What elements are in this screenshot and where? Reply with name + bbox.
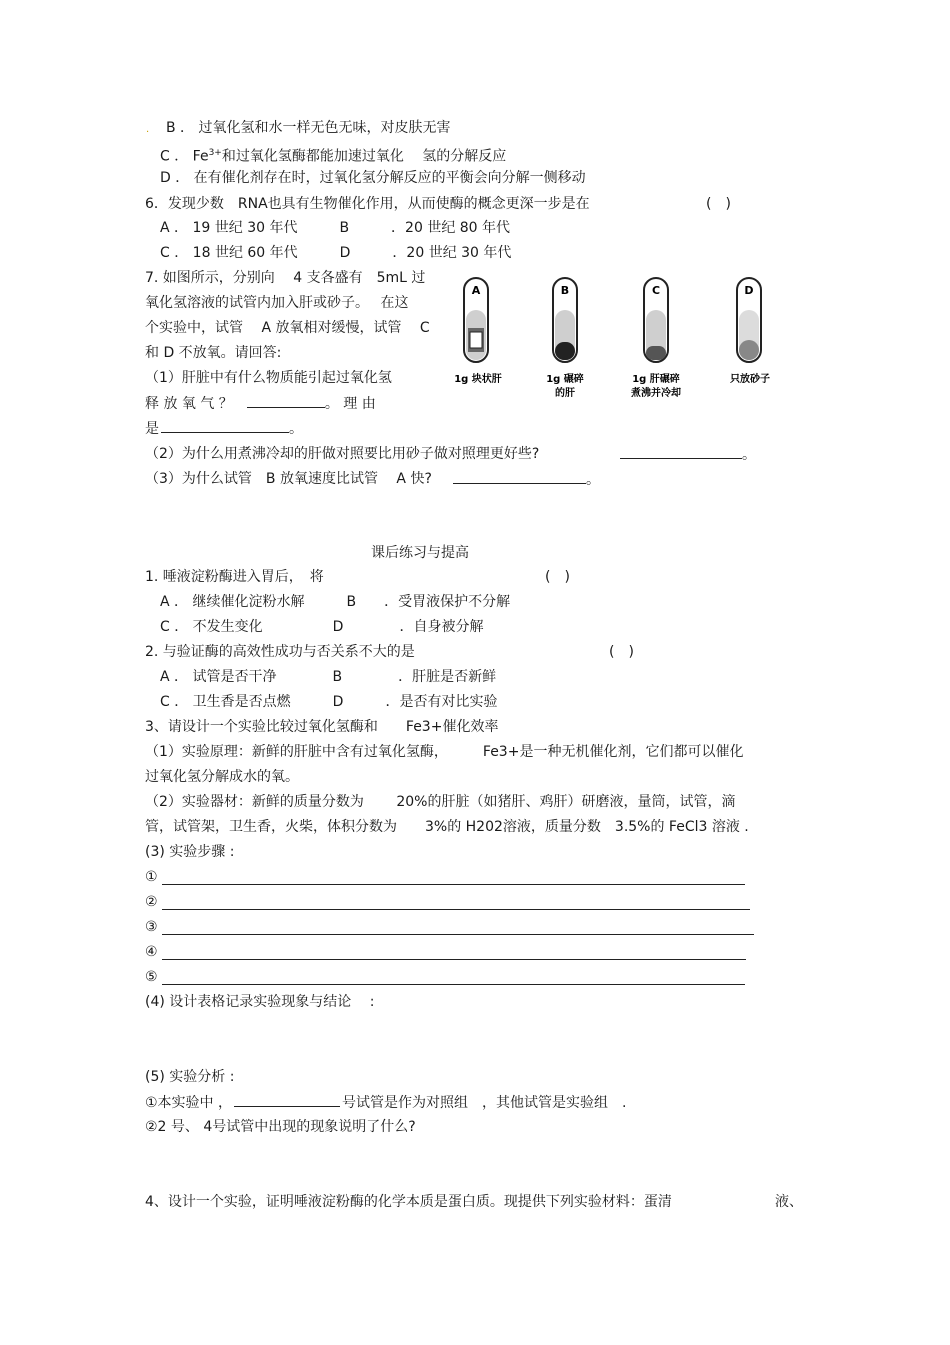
q7-stem-line1: 7. 如图所示，分别向 4 支各盛有 5mL 过 bbox=[145, 270, 426, 286]
e1-options-cd: C ． 不发生变化 D ．自身被分解 bbox=[160, 619, 484, 635]
test-tube-figure bbox=[450, 270, 790, 410]
answer-blank[interactable] bbox=[234, 1092, 340, 1107]
e3-materials-line2: 管，试管架，卫生香，火柴，体积分数为 3%的 H202溶液，质量分数 3.5%的 FeCl3 溶液 . bbox=[145, 819, 749, 835]
q5-option-b: B ． 过氧化氢和水一样无色无味，对皮肤无害 bbox=[166, 120, 451, 136]
q7-sub1-line3: 是 。 bbox=[145, 418, 303, 439]
q7-sub3-answer: 。 bbox=[453, 469, 600, 490]
e4-stem: 4、设计一个实验，证明唾液淀粉酶的化学本质是蛋白质。现提供下列实验材料：蛋清 bbox=[145, 1194, 672, 1210]
q6-answer-paren: ( ) bbox=[706, 196, 731, 212]
q6-options-cd: C ． 18 世纪 60 年代 D ．20 世纪 30 年代 bbox=[160, 245, 512, 261]
e3-steps-heading: (3) 实验步骤 : bbox=[145, 844, 235, 860]
step-1-answer-line[interactable] bbox=[162, 884, 745, 885]
q7-stem-line3: 个实验中，试管 A 放氧相对缓慢，试管 C bbox=[145, 320, 430, 336]
q7-stem-line4: 和 D 不放氧。请回答: bbox=[145, 345, 282, 361]
tube-a bbox=[454, 278, 502, 385]
tube-b-letter: B bbox=[560, 284, 570, 297]
mark-dot: . bbox=[146, 124, 150, 135]
tube-b bbox=[546, 278, 584, 399]
e3-table-heading: (4) 设计表格记录实验现象与结论 : bbox=[145, 994, 375, 1010]
step-5-answer-line[interactable] bbox=[162, 984, 745, 985]
tube-b-caption-2: 的肝 bbox=[555, 388, 575, 399]
q7-sub2-answer: 。 bbox=[620, 444, 756, 465]
q5-option-c: C ． $Fe^{3+}$和过氧化氢酶都能加速过氧化 氢的分解反应 bbox=[160, 148, 507, 165]
e3-materials-line1: （2）实验器材：新鲜的质量分数为 20%的肝脏（如猪肝、鸡肝）研磨液，量筒，试管，滴 bbox=[145, 794, 736, 810]
tube-b-caption-1: 1g 碾碎 bbox=[546, 374, 584, 385]
tube-d-caption: 只放砂子 bbox=[730, 374, 770, 385]
tube-a-caption: 1g 块状肝 bbox=[454, 374, 502, 385]
answer-blank[interactable] bbox=[161, 418, 289, 433]
e3-principle-line2: 过氧化氢分解成水的氧。 bbox=[145, 769, 299, 785]
answer-blank[interactable] bbox=[620, 444, 742, 459]
q5-option-d: D ． 在有催化剂存在时，过氧化氢分解反应的平衡会向分解一侧移动 bbox=[160, 170, 586, 186]
step-2-marker: ② bbox=[145, 894, 158, 910]
e4-stem-end: 液、 bbox=[775, 1194, 803, 1210]
tube-c-letter: C bbox=[651, 284, 661, 297]
step-3-marker: ③ bbox=[145, 919, 158, 935]
e2-options-cd: C ． 卫生香是否点燃 D ．是否有对比实验 bbox=[160, 694, 498, 710]
q7-sub1-line1: （1）肝脏中有什么物质能引起过氧化氢 bbox=[145, 370, 392, 386]
q7-sub1-line2: 释 放 氧 气 ？ 。 理 由 bbox=[145, 393, 376, 414]
e2-answer-paren: ( ) bbox=[609, 644, 634, 660]
e3-stem: 3、请设计一个实验比较过氧化氢酶和 Fe3+催化效率 bbox=[145, 719, 499, 735]
q6-stem: 6．发现少数 RNA也具有生物催化作用，从而使酶的概念更深一步是在 bbox=[145, 196, 590, 212]
e2-stem: 2. 与验证酶的高效性成功与否关系不大的是 bbox=[145, 644, 415, 660]
tube-c bbox=[631, 278, 681, 399]
q6-options-ab: A ． 19 世纪 30 年代 B ．20 世纪 80 年代 bbox=[160, 220, 511, 236]
e2-options-ab: A ． 试管是否干净 B ．肝脏是否新鲜 bbox=[160, 669, 497, 685]
answer-blank[interactable] bbox=[453, 469, 586, 484]
step-2-answer-line[interactable] bbox=[162, 909, 750, 910]
section-title: 课后练习与提高 bbox=[371, 545, 469, 561]
q7-sub2: （2）为什么用煮沸冷却的肝做对照要比用砂子做对照理更好些? bbox=[145, 446, 540, 462]
step-4-marker: ④ bbox=[145, 944, 158, 960]
q7-stem-line2: 氧化氢溶液的试管内加入肝或砂子。 在这 bbox=[145, 295, 409, 311]
answer-blank[interactable] bbox=[247, 393, 325, 408]
e3-principle-line1: （1）实验原理：新鲜的肝脏中含有过氧化氢酶， Fe3+是一种无机催化剂，它们都可以催化 bbox=[145, 744, 744, 760]
tube-d bbox=[730, 278, 770, 385]
step-4-answer-line[interactable] bbox=[162, 959, 746, 960]
tube-a-letter: A bbox=[471, 284, 481, 297]
e1-stem: 1. 唾液淀粉酶进入胃后， 将 bbox=[145, 569, 324, 585]
tube-d-letter: D bbox=[744, 284, 754, 297]
e1-options-ab: A ． 继续催化淀粉水解 B ．受胃液保护不分解 bbox=[160, 594, 511, 610]
tube-c-caption-2: 煮沸并冷却 bbox=[631, 388, 681, 399]
tube-c-caption-1: 1g 肝碾碎 bbox=[632, 374, 680, 385]
e3-analysis-q2: ②2 号、 4号试管中出现的现象说明了什么? bbox=[145, 1119, 416, 1135]
e3-analysis-q1: ①本实验中 ， 号试管是作为对照组 ，其他试管是实验组 . bbox=[145, 1092, 626, 1113]
e3-analysis-heading: (5) 实验分析 : bbox=[145, 1069, 235, 1085]
step-1-marker: ① bbox=[145, 869, 158, 885]
e1-answer-paren: ( ) bbox=[545, 569, 570, 585]
step-3-answer-line[interactable] bbox=[162, 934, 754, 935]
step-5-marker: ⑤ bbox=[145, 969, 158, 985]
q7-sub3: （3）为什么试管 B 放氧速度比试管 A 快? bbox=[145, 471, 432, 487]
